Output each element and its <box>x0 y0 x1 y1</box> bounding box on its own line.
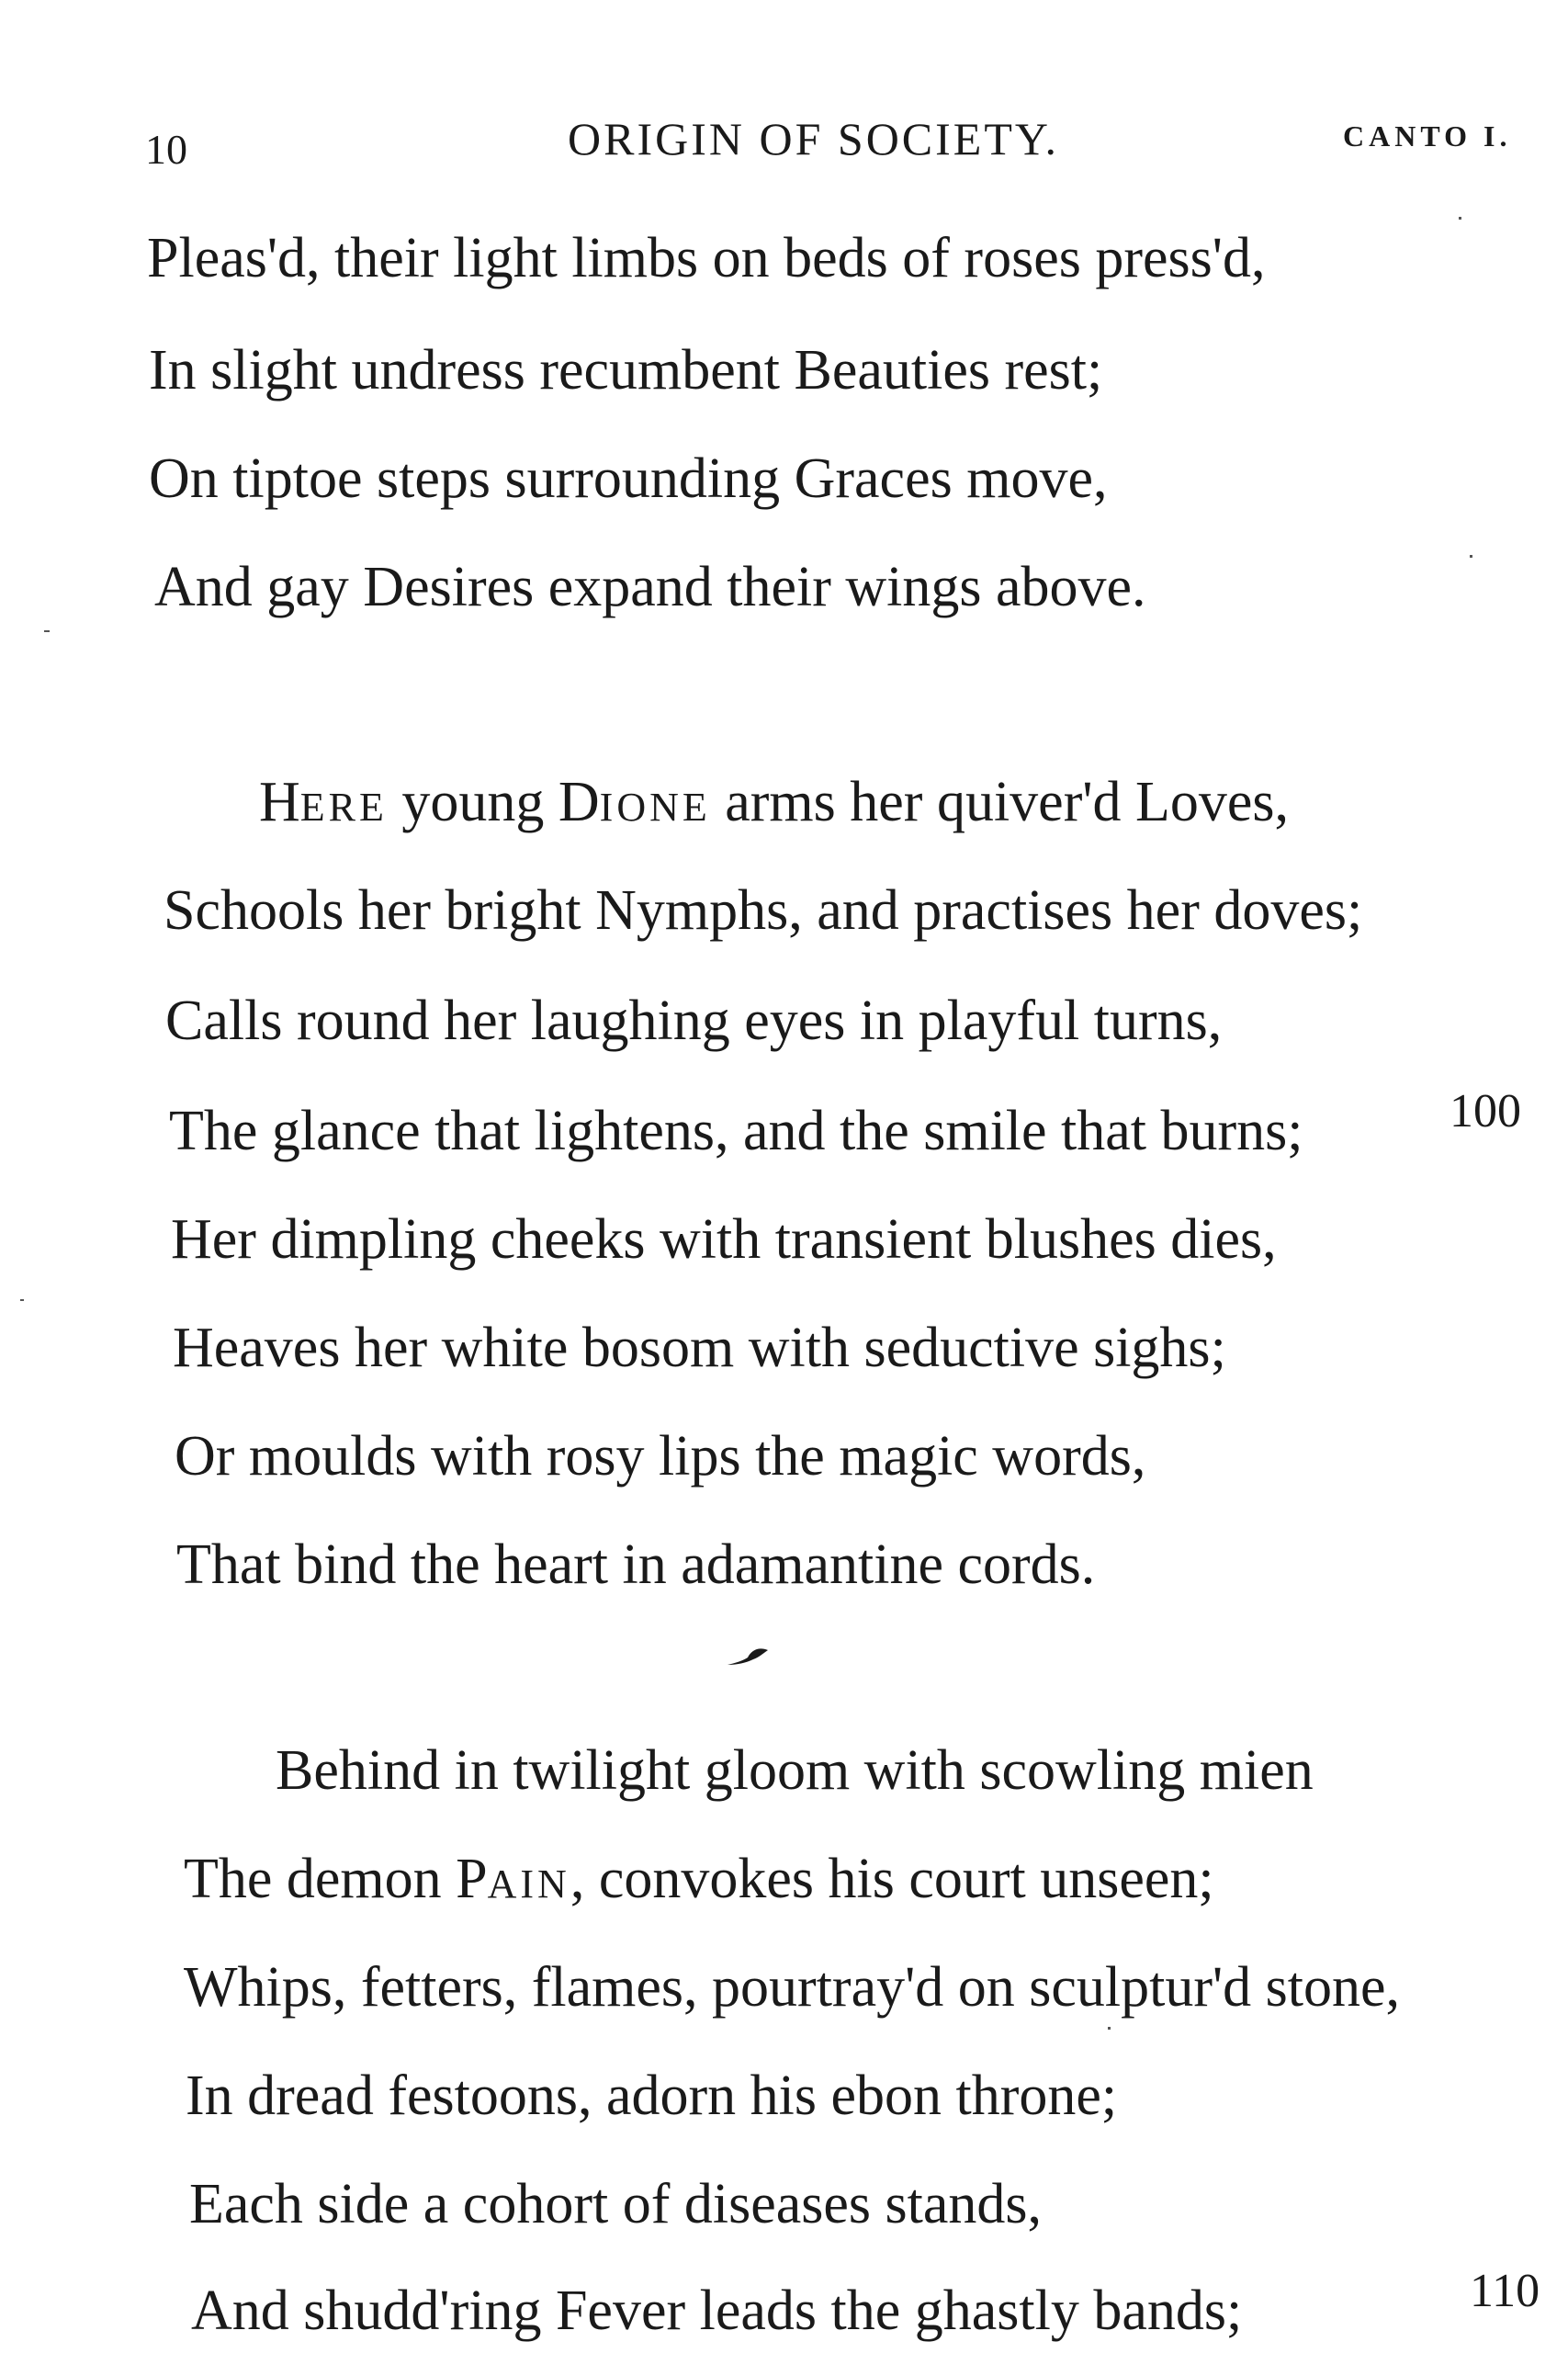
name-small-caps: AIN <box>487 1861 570 1906</box>
page-header <box>0 108 1568 173</box>
verse-line: Heaves her white bosom with seductive sighs; <box>173 1317 1226 1379</box>
verse-text: arms her quiver'd Loves, <box>710 771 1290 833</box>
verse-line: On tiptoe steps surrounding Graces move, <box>149 447 1108 510</box>
name-small-caps: IONE <box>599 785 711 830</box>
line-number: 100 <box>1450 1085 1521 1137</box>
scan-speck <box>1459 217 1461 220</box>
small-caps-initial: H <box>259 771 300 833</box>
verse-text: young <box>387 771 558 833</box>
verse-line: Her dimpling cheeks with transient blushes dies, <box>171 1208 1277 1271</box>
running-title: ORIGIN OF SOCIETY. <box>568 113 1060 164</box>
line-number: 110 <box>1470 2265 1540 2317</box>
scan-speck <box>1108 2027 1111 2030</box>
verse-line: Each side a cohort of diseases stands, <box>189 2173 1043 2235</box>
verse-text: The demon <box>184 1848 457 1910</box>
verse-line: Whips, fetters, flames, pourtray'd on sculptur'd stone, <box>184 1956 1401 2019</box>
verse-line: Pleas'd, their light limbs on beds of roses press'd, <box>147 227 1266 289</box>
scan-speck <box>20 1299 24 1301</box>
verse-line: Behind in twilight gloom with scowling mien <box>276 1739 1314 1802</box>
scan-speck <box>1470 555 1472 558</box>
verse-line: In slight undress recumbent Beauties rest; <box>149 339 1103 402</box>
verse-line: The glance that lightens, and the smile that burns; <box>169 1100 1303 1162</box>
verse-line: And shudd'ring Fever leads the ghastly bands; <box>191 2280 1243 2342</box>
canto-label: CANTO I. <box>1343 119 1512 153</box>
fleuron-ornament-icon <box>726 1641 772 1669</box>
verse-line: Or moulds with rosy lips the magic words, <box>175 1425 1146 1488</box>
verse-line: And gay Desires expand their wings above. <box>154 556 1146 618</box>
verse-line: Schools her bright Nymphs, and practises her doves; <box>164 879 1363 942</box>
verse-text: , convokes his court unseen; <box>570 1848 1214 1910</box>
verse-line: In dread festoons, adorn his ebon throne; <box>186 2065 1118 2127</box>
scan-speck <box>44 630 50 632</box>
verse-line: That bind the heart in adamantine cords. <box>176 1533 1096 1596</box>
small-caps-rest: ERE <box>299 785 388 830</box>
page-number: 10 <box>145 126 187 173</box>
name-initial: D <box>558 771 600 833</box>
verse-line: Calls round her laughing eyes in playful turns, <box>165 990 1223 1052</box>
name-initial: P <box>456 1848 488 1910</box>
verse-line-second <box>184 1848 1214 1910</box>
verse-line-first <box>259 771 1290 833</box>
